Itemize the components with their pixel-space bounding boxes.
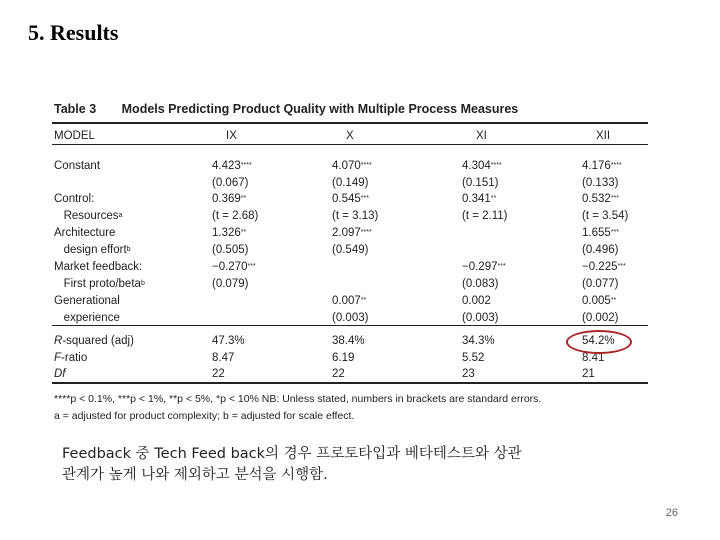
page-number: 26	[665, 507, 678, 519]
table-cell: (0.067)	[212, 177, 249, 189]
table-cell: 22	[332, 368, 345, 380]
column-header-model-xi: XI	[476, 130, 487, 142]
table-header-rule	[52, 144, 648, 145]
note-line-1: Feedback 중 Tech Feed back의 경우 프로토타입과 베타테스트와 상관	[62, 446, 522, 462]
table-cell: (0.077)	[582, 278, 619, 290]
table-cell: 0.532***	[582, 193, 619, 205]
table-cell: (0.496)	[582, 244, 619, 256]
table-cell: (0.505)	[212, 244, 249, 256]
table-cell: 0.002	[462, 295, 491, 307]
table-cell: (0.003)	[332, 312, 369, 324]
table-cell: (0.003)	[462, 312, 499, 324]
table-cell: (0.079)	[212, 278, 249, 290]
table-footnote-significance: ****p < 0.1%, ***p < 1%, **p < 5%, *p < 10% NB: Unless stated, numbers in brackets are standard errors.	[54, 393, 542, 405]
table-cell: (t = 3.54)	[582, 210, 629, 222]
row-label: Generational	[54, 295, 120, 307]
table-cell: 8.41	[582, 352, 605, 364]
table-footnote-adjustment: a = adjusted for product complexity; b = adjusted for scale effect.	[54, 410, 355, 422]
table-cell: (t = 2.11)	[462, 210, 508, 222]
table-cell: 4.176****	[582, 160, 622, 172]
row-label: design effort$^b$	[54, 244, 131, 256]
table-cell: 6.19	[332, 352, 355, 364]
table-cell: (t = 3.13)	[332, 210, 379, 222]
table-cell: 22	[212, 368, 225, 380]
row-label: First proto/beta$^b$	[54, 278, 145, 290]
table-cell: 4.423****	[212, 160, 252, 172]
table-cell: 23	[462, 368, 475, 380]
table-cell: 0.545***	[332, 193, 369, 205]
table-cell: 4.304****	[462, 160, 502, 172]
row-label: Control:	[54, 193, 95, 205]
table-cell: 2.097****	[332, 227, 372, 239]
row-label: Constant	[54, 160, 101, 172]
table-caption	[54, 102, 518, 116]
table-cell: (0.151)	[462, 177, 499, 189]
row-label: experience	[54, 312, 120, 324]
column-header-model: MODEL	[54, 130, 95, 142]
table-cell: 0.369**	[212, 193, 247, 205]
note-line-2: 관계가 높게 나와 제외하고 분석을 시행함.	[62, 467, 328, 483]
row-label: Market feedback:	[54, 261, 143, 273]
row-label: F-ratio	[54, 352, 88, 364]
row-label: R-squared (adj)	[54, 335, 134, 347]
table-cell: 0.341**	[462, 193, 497, 205]
table-section-rule	[52, 325, 648, 326]
table-cell: (0.149)	[332, 177, 369, 189]
table-cell: (t = 2.68)	[212, 210, 259, 222]
table-cell: 0.005**	[582, 295, 617, 307]
table-bottom-rule	[52, 382, 648, 384]
table-cell: (0.133)	[582, 177, 619, 189]
table-cell: 38.4%	[332, 335, 365, 347]
table-cell: 47.3%	[212, 335, 245, 347]
table-cell: 5.52	[462, 352, 485, 364]
table-top-rule	[52, 122, 648, 124]
table-cell: 4.070****	[332, 160, 372, 172]
slide-title: 5. Results	[28, 20, 119, 45]
table-cell: −0.225***	[582, 261, 626, 273]
row-label: Resources$^a$	[54, 210, 123, 222]
table-cell: 21	[582, 368, 595, 380]
highlight-ellipse	[566, 330, 632, 354]
table-cell: 0.007**	[332, 295, 367, 307]
table-cell: (0.083)	[462, 278, 499, 290]
results-table	[52, 98, 648, 430]
column-header-model-ix: IX	[226, 130, 237, 142]
table-cell: −0.270***	[212, 261, 256, 273]
table-cell: 34.3%	[462, 335, 495, 347]
table-cell: (0.002)	[582, 312, 619, 324]
table-cell: 1.326**	[212, 227, 247, 239]
table-cell: 54.2%	[582, 335, 615, 347]
table-cell: 8.47	[212, 352, 235, 364]
table-cell: −0.297***	[462, 261, 506, 273]
table-number: Table 3	[54, 102, 97, 116]
row-label: Architecture	[54, 227, 116, 239]
column-header-model-xii: XII	[596, 130, 611, 142]
table-title: Models Predicting Product Quality with Multiple Process Measures	[121, 102, 519, 116]
table-cell: 1.655***	[582, 227, 619, 239]
table-cell: (0.549)	[332, 244, 369, 256]
slide-note	[62, 444, 662, 486]
row-label: Df	[54, 368, 66, 380]
column-header-model-x: X	[346, 130, 354, 142]
